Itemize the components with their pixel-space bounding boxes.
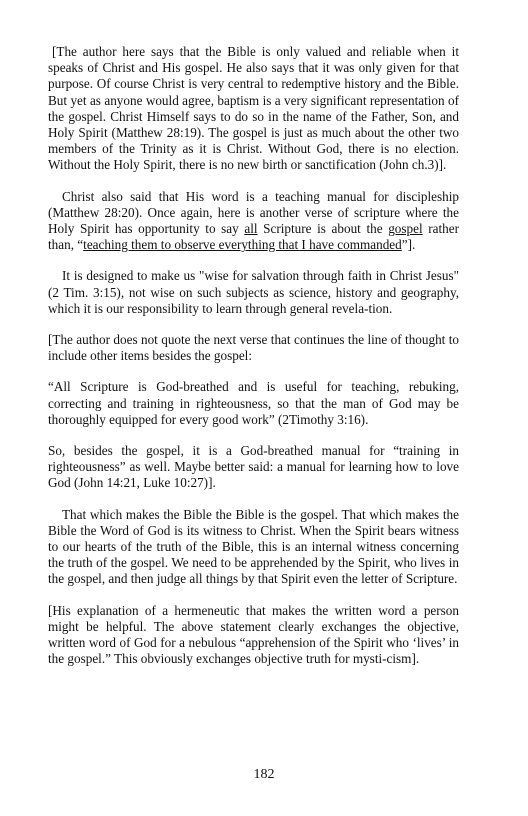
text-run: Scripture is about the: [257, 221, 389, 237]
underlined-all: all: [244, 221, 258, 237]
paragraph-witness-to-christ: That which makes the Bible the Bible is the gospel. That which makes the Bible the Word of God is its witness to Christ. When the Spirit bears witness to our hearts of the truth of the Bible, this is an internal witness concerning the truth of the gospel. We need to be apprehended by the Spirit, who lives in the gospel, and then judge all things by that Spirit even the letter of Scripture.: [48, 506, 459, 587]
paragraph-scripture-quote: “All Scripture is God-breathed and is useful for teaching, rebuking, correcting and training in righteousness, so that the man of God may be thoroughly equipped for every good work” (2Timothy 3:16).: [48, 379, 459, 427]
text-run: ”].: [401, 237, 416, 253]
paragraph-wise-for-salvation: It is designed to make us "wise for salvation through faith in Christ Jesus" (2 Tim. 3:15), not wise on such subjects as science, history and geography, which it is our responsibility to learn through general revela-tion.: [48, 268, 459, 316]
page-number: 182: [253, 767, 275, 782]
paragraph-god-breathed-manual: So, besides the gospel, it is a God-breathed manual for “training in righteousness” as well. Maybe better said: a manual for learning how to love God (John 14:21, Luke 10:27)].: [48, 443, 459, 491]
text-run: Christ also said that His word is a teaching manual for discipleship (Matthew 28:20). Once again, here is another verse of scripture where the Holy Spirit has opportunity to say: [48, 188, 459, 237]
paragraph-teaching-manual: [48, 189, 459, 254]
paragraph-next-verse-intro: [The author does not quote the next verse that continues the line of thought to include other items besides the gospel:: [48, 332, 459, 364]
paragraph-hermeneutic: [His explanation of a hermeneutic that makes the written word a person might be helpful. The above statement clearly exchanges the objective, written word of God for a nebulous “apprehension of the Spirit who ‘lives’ in the gospel.” This obviously exchanges objective truth for mysti-cism].: [48, 602, 459, 667]
page-body: [48, 44, 459, 683]
underlined-gospel: gospel: [388, 221, 423, 237]
paragraph-author-commentary: [The author here says that the Bible is only valued and reliable when it speaks of Christ and His gospel. He also says that it was only given for that purpose. Of course Christ is very central to redemptive history and the Bible. But yet as anyone would agree, baptism is a very significant representation of the gospel. Christ Himself says to do so in the name of the Father, Son, and Holy Spirit (Matthew 28:19). The gospel is just as much about the other two members of the Trinity as it is Christ. Without God, there is no election. Without the Holy Spirit, there is no new birth or sanctification (John ch.3)].: [48, 44, 459, 173]
underlined-quote: teaching them to observe everything that I have commanded: [83, 237, 402, 253]
text-run: rather than, “: [48, 221, 459, 253]
